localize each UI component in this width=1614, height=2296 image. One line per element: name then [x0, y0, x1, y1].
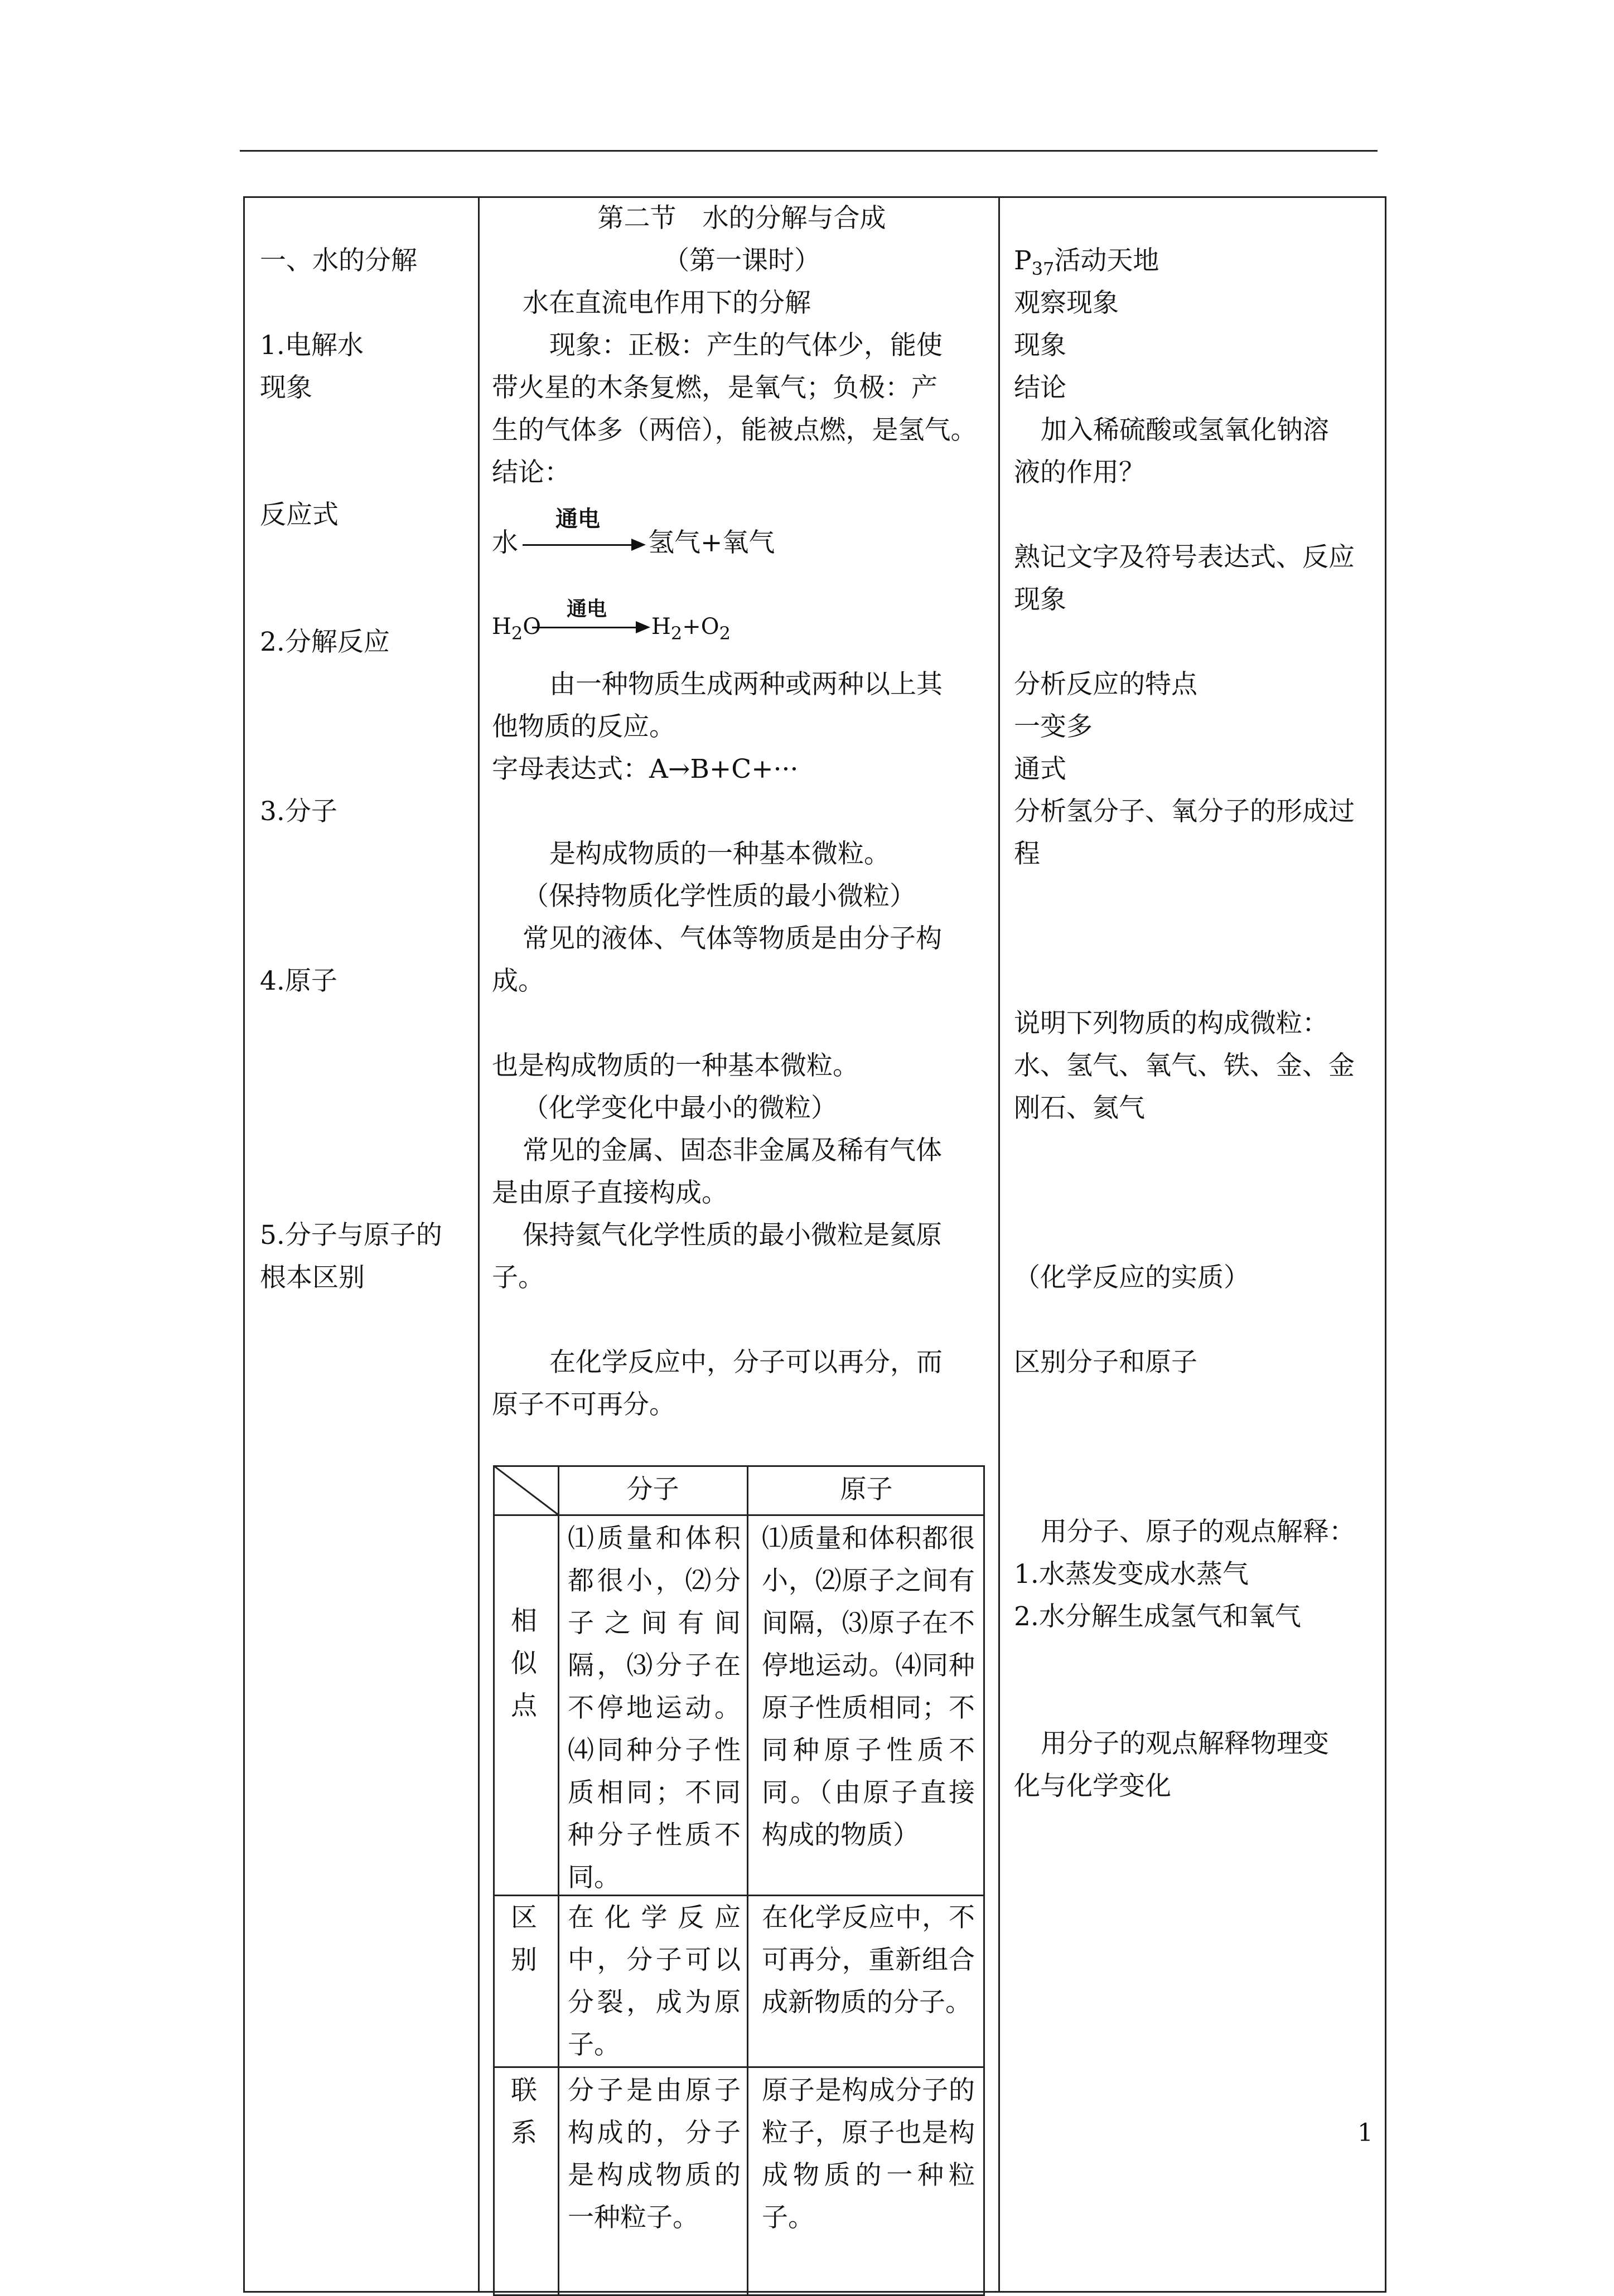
row-label-similarity: 相似点: [511, 1606, 537, 1721]
formula-products: [651, 606, 731, 655]
section-title: 第二节 水的分解与合成: [597, 203, 886, 234]
formula-subscript: 2: [511, 623, 523, 644]
formula-o: O: [523, 614, 542, 640]
table-cell: ⑴质量和体积都很小，⑵分子之间有间隔，⑶分子在不停地运动。⑷同种分子性质相同；不同种分子性质不同。: [568, 1523, 741, 1893]
body-text: 常见的液体、气体等物质是由分子构: [523, 923, 942, 954]
outline-item: 根本区别: [260, 1262, 365, 1293]
equation-condition: 通电: [567, 597, 607, 621]
outline-item: 4.原子: [260, 966, 337, 996]
outline-item: 2.分解反应: [260, 627, 390, 657]
table-col-divider: [747, 1465, 748, 2296]
body-text: 由一种物质生成两种或两种以上其: [549, 669, 943, 700]
table-cell: 原子是构成分子的粒子，原子也是构成物质的一种粒子。: [762, 2075, 975, 2233]
body-text: 带火星的木条复燃，是氧气；负极：产: [492, 372, 938, 403]
arrow-head-icon: [636, 621, 650, 633]
formula-h: H: [492, 614, 511, 640]
table-cell: ⑴质量和体积都很小，⑵原子之间有间隔，⑶原子在不停地运动。⑷同种原子性质相同；不同种原子性质不同。（由原子直接构成的物质）: [762, 1523, 975, 1851]
row-label-difference: 区别: [511, 1902, 537, 1975]
body-text: 成。: [492, 966, 544, 996]
table-corner-diagonal: [493, 1465, 559, 1515]
note-text: 用分子的观点解释物理变: [1041, 1728, 1329, 1759]
note-text: 区别分子和原子: [1014, 1347, 1197, 1378]
page-ref-number: 37: [1031, 258, 1055, 279]
body-text: 字母表达式：A→B+C+···: [492, 754, 799, 784]
note-text: 2.水分解生成氢气和氧气: [1014, 1601, 1301, 1632]
note-text: 现象: [1014, 584, 1066, 615]
note-text: 结论: [1014, 372, 1066, 403]
body-text: 结论：: [492, 457, 571, 488]
reaction-arrow: [532, 627, 638, 628]
body-text: 子。: [492, 1262, 544, 1293]
outline-item: 3.分子: [260, 796, 337, 827]
note-text: 分析氢分子、氧分子的形成过: [1014, 796, 1355, 827]
page-number: 1: [1357, 2119, 1373, 2147]
formula-subscript: 2: [719, 623, 731, 644]
row-label-relation: 联系: [511, 2075, 537, 2148]
arrow-head-icon: [631, 539, 646, 551]
formula-reactant: [492, 606, 541, 655]
body-text: 是构成物质的一种基本微粒。: [549, 839, 890, 869]
body-text: 是由原子直接构成。: [492, 1178, 728, 1208]
body-text: （保持物质化学性质的最小微粒）: [523, 881, 916, 912]
note-text: 刚石、氦气: [1014, 1093, 1145, 1123]
note-text: 熟记文字及符号表达式、反应: [1014, 542, 1355, 573]
note-text: 1.水蒸发变成水蒸气: [1014, 1559, 1249, 1590]
equation-condition: 通电: [555, 506, 600, 532]
table-col-divider: [558, 1465, 559, 2296]
page-ref: P: [1014, 245, 1032, 276]
table-cell: 分子是由原子构成的，分子是构成物质的一种粒子。: [568, 2075, 741, 2233]
table-row-divider: [493, 2066, 985, 2068]
equation-reactant: 水: [492, 527, 518, 558]
reaction-arrow: [523, 544, 634, 546]
body-text: 他物质的反应。: [492, 711, 675, 742]
table-cell: 在化学反应中，不可再分，重新组合成新物质的分子。: [762, 1902, 975, 2018]
note-text: 加入稀硫酸或氢氧化钠溶: [1041, 415, 1329, 445]
outline-heading: 一、水的分解: [260, 245, 417, 276]
header-rule: [240, 150, 1378, 152]
body-text: 现象：正极：产生的气体少，能使: [549, 330, 943, 361]
body-text: 原子不可再分。: [492, 1389, 675, 1420]
outline-item: 1.电解水: [260, 330, 364, 361]
note-text: 化与化学变化: [1014, 1771, 1171, 1801]
body-text: 保持氦气化学性质的最小微粒是氦原: [523, 1220, 942, 1251]
note-text: 程: [1014, 839, 1040, 869]
table-header-atom: 原子: [840, 1474, 893, 1505]
activity-label: 活动天地: [1054, 245, 1159, 276]
body-text: 生的气体多（两倍），能被点燃，是氢气。: [492, 415, 977, 445]
table-row-divider: [493, 1514, 985, 1516]
body-text: 水在直流电作用下的分解: [523, 288, 811, 318]
body-text: 常见的金属、固态非金属及稀有气体: [523, 1135, 942, 1166]
note-text: 现象: [1014, 330, 1066, 361]
table-header-molecule: 分子: [626, 1474, 679, 1505]
note-text: 用分子、原子的观点解释：: [1041, 1517, 1355, 1547]
note-text: （化学反应的实质）: [1014, 1262, 1250, 1293]
note-text: 水、氢气、氧气、铁、金、金: [1014, 1050, 1355, 1081]
column-divider-2: [998, 196, 1000, 2293]
table-cell: 在化学反应中，分子可以分裂，成为原子。: [568, 1902, 741, 2060]
note-text: 一变多: [1014, 711, 1093, 742]
note-text: 液的作用？: [1014, 457, 1145, 488]
section-subtitle: （第一课时）: [663, 245, 820, 276]
formula-subscript: 2: [670, 623, 683, 644]
outline-item: 现象: [260, 372, 312, 403]
outline-item: 反应式: [260, 500, 339, 530]
body-text: 在化学反应中，分子可以再分，而: [549, 1347, 943, 1378]
note-text: 通式: [1014, 754, 1066, 784]
formula-h: H: [651, 614, 671, 640]
body-text: （化学变化中最小的微粒）: [523, 1093, 837, 1123]
equation-product: 氢气+氧气: [648, 527, 775, 558]
column-divider-1: [478, 196, 480, 2293]
body-text: 也是构成物质的一种基本微粒。: [492, 1050, 859, 1081]
formula-o: +O: [682, 614, 719, 640]
outline-item: 5.分子与原子的: [260, 1220, 442, 1251]
note-text: 分析反应的特点: [1014, 669, 1197, 700]
note-text: 观察现象: [1014, 288, 1119, 318]
note-text: 说明下列物质的构成微粒：: [1014, 1008, 1328, 1039]
